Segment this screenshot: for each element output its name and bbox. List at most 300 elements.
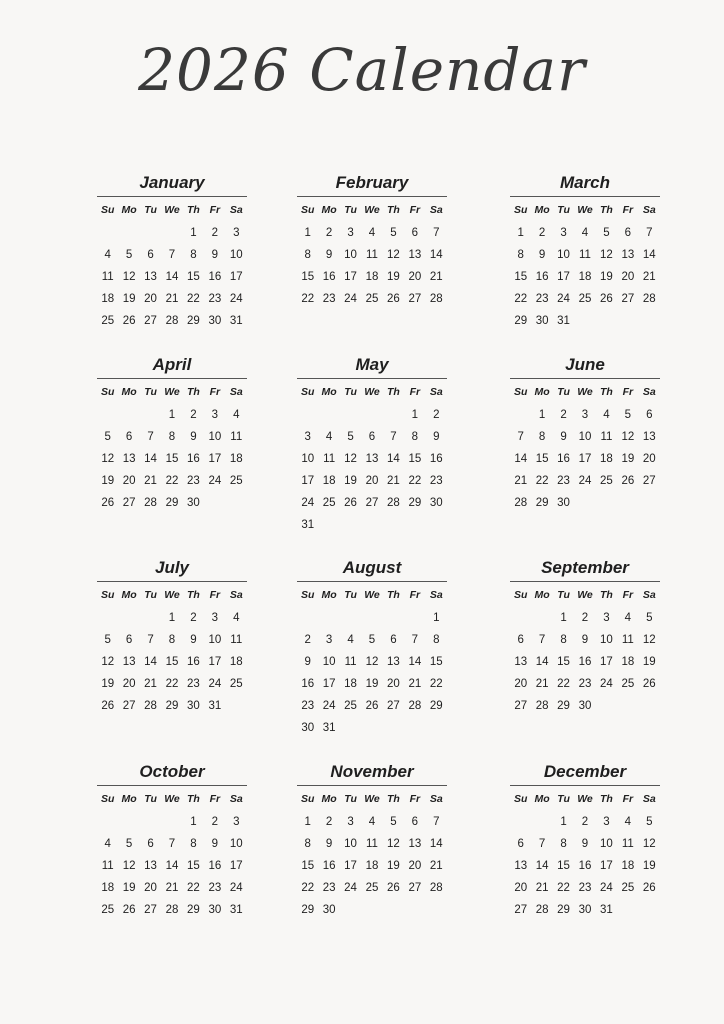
- week-row: [97, 607, 247, 629]
- day-cell: 30: [429, 497, 443, 509]
- day-cell: [574, 310, 595, 332]
- day-cell: 19: [600, 271, 613, 283]
- day-cell: 1: [304, 227, 311, 239]
- day-cell: 15: [557, 656, 570, 668]
- day-cell: 14: [144, 656, 157, 668]
- day-cell: 11: [366, 838, 378, 850]
- day-cell: 20: [122, 678, 136, 690]
- weekday-label: Th: [187, 386, 200, 398]
- day-cell: [639, 492, 660, 514]
- day-cell: 26: [122, 315, 136, 327]
- day-cell: 13: [621, 249, 635, 261]
- day-cell: 28: [165, 904, 179, 916]
- day-cell: [97, 607, 118, 629]
- day-cell: 2: [211, 227, 219, 239]
- week-row: [97, 222, 247, 244]
- week-row: [297, 673, 447, 695]
- month-november: [297, 761, 447, 921]
- weekday-label: Tu: [144, 793, 157, 805]
- day-cell: 8: [538, 431, 546, 443]
- week-row: [297, 288, 447, 310]
- day-cell: [361, 717, 382, 739]
- day-cell: 10: [322, 656, 336, 668]
- weekday-label: Su: [301, 204, 315, 216]
- day-cell: 19: [642, 860, 656, 872]
- day-cell: [361, 404, 382, 426]
- weekday-label: Su: [301, 386, 315, 398]
- day-cell: 9: [581, 838, 589, 850]
- day-cell: 22: [187, 882, 200, 894]
- weekday-label: Sa: [429, 793, 443, 805]
- day-cell: [318, 514, 339, 536]
- week-row: [97, 404, 247, 426]
- day-cell: 31: [600, 904, 613, 916]
- day-cell: 29: [514, 315, 528, 327]
- week-row: [510, 404, 660, 426]
- day-cell: 3: [233, 816, 240, 828]
- weekday-label: Sa: [642, 386, 656, 398]
- week-row: [510, 629, 660, 651]
- day-cell: 19: [642, 656, 656, 668]
- weekday-label: Fr: [409, 204, 421, 216]
- day-cell: 1: [433, 612, 440, 624]
- week-row: [297, 244, 447, 266]
- day-cell: 2: [211, 816, 219, 828]
- day-cell: 28: [535, 700, 549, 712]
- day-cell: 11: [600, 431, 613, 443]
- weekday-label: Tu: [344, 793, 357, 805]
- day-cell: 22: [408, 475, 422, 487]
- day-cell: 28: [165, 315, 179, 327]
- day-cell: [383, 404, 404, 426]
- day-cell: 22: [514, 293, 528, 305]
- day-cell: 21: [165, 293, 179, 305]
- day-cell: [118, 404, 139, 426]
- day-cell: 26: [600, 293, 613, 305]
- day-cell: 28: [429, 293, 443, 305]
- day-cell: 21: [642, 271, 656, 283]
- day-cell: [118, 607, 139, 629]
- weekday-header: [297, 791, 447, 807]
- week-row: [510, 811, 660, 833]
- day-cell: 17: [600, 860, 613, 872]
- day-cell: 9: [325, 838, 333, 850]
- day-cell: 5: [125, 838, 133, 850]
- day-cell: 4: [233, 612, 240, 624]
- day-cell: 1: [560, 816, 567, 828]
- day-cell: 11: [344, 656, 357, 668]
- weekday-label: Mo: [321, 589, 337, 601]
- weekday-label: Su: [301, 589, 315, 601]
- day-cell: 1: [190, 816, 197, 828]
- weekday-label: Fr: [409, 589, 421, 601]
- day-cell: 10: [208, 431, 222, 443]
- day-cell: 25: [600, 475, 613, 487]
- week-row: [510, 651, 660, 673]
- day-cell: 28: [387, 497, 400, 509]
- day-cell: 23: [535, 293, 549, 305]
- week-row: [510, 426, 660, 448]
- month-name: October: [97, 761, 247, 786]
- day-cell: [531, 607, 552, 629]
- day-cell: 14: [535, 656, 549, 668]
- week-row: [97, 470, 247, 492]
- day-cell: 12: [387, 838, 400, 850]
- month-name: April: [97, 354, 247, 379]
- day-cell: 6: [411, 227, 419, 239]
- day-cell: 18: [229, 453, 243, 465]
- weekday-label: Fr: [209, 793, 221, 805]
- day-cell: 9: [581, 634, 589, 646]
- week-row: [97, 695, 247, 717]
- day-cell: 17: [344, 271, 357, 283]
- day-cell: 3: [304, 431, 311, 443]
- week-row: [97, 629, 247, 651]
- weekday-label: Fr: [622, 386, 634, 398]
- day-cell: 21: [514, 475, 528, 487]
- day-cell: 24: [557, 293, 570, 305]
- day-cell: 21: [387, 475, 400, 487]
- day-cell: 29: [187, 315, 200, 327]
- weekday-label: We: [364, 386, 380, 398]
- day-cell: 23: [187, 678, 200, 690]
- day-cell: 27: [514, 904, 528, 916]
- day-cell: [340, 607, 361, 629]
- day-cell: 19: [122, 293, 136, 305]
- day-cell: 7: [147, 634, 154, 646]
- day-cell: 15: [165, 656, 179, 668]
- day-cell: 11: [101, 271, 114, 283]
- day-cell: 3: [211, 612, 219, 624]
- day-cell: 19: [387, 860, 400, 872]
- day-cell: 11: [366, 249, 378, 261]
- day-cell: 29: [557, 700, 570, 712]
- day-cell: 27: [144, 904, 157, 916]
- day-cell: 29: [165, 497, 179, 509]
- week-row: [510, 266, 660, 288]
- day-cell: 7: [147, 431, 154, 443]
- month-name: January: [97, 172, 247, 197]
- month-name: May: [297, 354, 447, 379]
- weekday-label: Su: [101, 793, 115, 805]
- day-cell: 12: [344, 453, 357, 465]
- day-cell: 26: [365, 700, 379, 712]
- day-cell: 15: [514, 271, 528, 283]
- day-cell: 18: [229, 656, 243, 668]
- day-cell: 15: [429, 656, 443, 668]
- weekday-label: Tu: [344, 589, 357, 601]
- month-july: [97, 557, 247, 717]
- day-cell: 8: [190, 249, 197, 261]
- weekday-label: Mo: [534, 589, 550, 601]
- day-cell: 17: [344, 860, 357, 872]
- day-cell: [97, 811, 118, 833]
- day-cell: 8: [304, 838, 311, 850]
- week-row: [97, 310, 247, 332]
- day-cell: [340, 717, 361, 739]
- week-row: [97, 651, 247, 673]
- day-cell: 19: [101, 475, 115, 487]
- weekday-label: Sa: [229, 386, 243, 398]
- day-cell: 3: [233, 227, 240, 239]
- week-row: [297, 404, 447, 426]
- week-row: [97, 492, 247, 514]
- day-cell: 23: [187, 475, 200, 487]
- day-cell: 20: [514, 678, 528, 690]
- weekday-label: Sa: [229, 204, 243, 216]
- day-cell: [97, 222, 118, 244]
- weekday-label: Fr: [209, 204, 221, 216]
- week-row: [510, 855, 660, 877]
- weekday-label: Tu: [557, 386, 570, 398]
- day-cell: [596, 695, 617, 717]
- day-cell: 29: [557, 904, 570, 916]
- weekday-label: Th: [600, 204, 613, 216]
- day-cell: 9: [433, 431, 440, 443]
- day-cell: [639, 310, 660, 332]
- day-cell: 3: [560, 227, 567, 239]
- day-cell: 1: [560, 612, 567, 624]
- weekday-label: Tu: [144, 386, 157, 398]
- day-cell: [639, 899, 660, 921]
- day-cell: 4: [347, 634, 354, 646]
- day-cell: 26: [387, 293, 400, 305]
- weekday-label: We: [577, 793, 593, 805]
- day-cell: 10: [229, 249, 243, 261]
- day-cell: 5: [390, 227, 397, 239]
- day-cell: 2: [433, 409, 440, 421]
- day-cell: 5: [646, 816, 653, 828]
- day-cell: [404, 899, 425, 921]
- day-cell: 10: [229, 838, 243, 850]
- weekday-label: Mo: [321, 793, 337, 805]
- day-cell: [140, 607, 161, 629]
- day-cell: 5: [624, 409, 632, 421]
- weekday-label: Su: [101, 386, 115, 398]
- day-cell: 4: [325, 431, 333, 443]
- day-cell: 11: [621, 634, 634, 646]
- day-cell: 23: [557, 475, 570, 487]
- weekday-label: Fr: [209, 589, 221, 601]
- day-cell: 26: [122, 904, 136, 916]
- week-row: [297, 855, 447, 877]
- day-cell: 1: [411, 409, 419, 421]
- day-cell: 17: [322, 678, 336, 690]
- day-cell: 20: [387, 678, 400, 690]
- day-cell: 29: [535, 497, 549, 509]
- day-cell: [140, 811, 161, 833]
- day-cell: 26: [101, 700, 115, 712]
- day-cell: 23: [322, 293, 336, 305]
- weekday-label: Th: [387, 793, 400, 805]
- day-cell: 9: [560, 431, 567, 443]
- week-row: [297, 514, 447, 536]
- day-cell: 23: [578, 882, 592, 894]
- week-row: [97, 448, 247, 470]
- day-cell: 6: [147, 838, 154, 850]
- day-cell: 25: [621, 882, 635, 894]
- weekday-label: Fr: [622, 204, 634, 216]
- day-cell: [383, 607, 404, 629]
- day-cell: 30: [322, 904, 336, 916]
- day-cell: 11: [101, 860, 114, 872]
- month-name: September: [510, 557, 660, 582]
- week-row: [297, 629, 447, 651]
- day-cell: 30: [578, 700, 592, 712]
- day-cell: 14: [429, 838, 443, 850]
- day-cell: 28: [408, 700, 422, 712]
- day-cell: 24: [322, 700, 336, 712]
- day-cell: 1: [304, 816, 311, 828]
- day-cell: 3: [603, 612, 610, 624]
- day-cell: 15: [408, 453, 422, 465]
- day-cell: 5: [390, 816, 397, 828]
- day-cell: 8: [560, 634, 567, 646]
- day-cell: 31: [557, 315, 570, 327]
- weekday-label: Tu: [144, 204, 157, 216]
- month-name: June: [510, 354, 660, 379]
- month-january: [97, 172, 247, 332]
- page-title: 2026 Calendar: [138, 36, 586, 104]
- day-cell: 25: [229, 475, 243, 487]
- week-row: [510, 673, 660, 695]
- day-cell: 13: [365, 453, 379, 465]
- day-cell: 8: [190, 838, 197, 850]
- day-cell: 26: [387, 882, 400, 894]
- weekday-label: Su: [101, 589, 115, 601]
- weekday-label: We: [364, 589, 380, 601]
- day-cell: 8: [168, 634, 176, 646]
- weekday-label: Su: [514, 386, 528, 398]
- day-cell: 31: [301, 519, 315, 531]
- month-october: [97, 761, 247, 921]
- day-cell: 16: [187, 453, 200, 465]
- day-cell: 5: [368, 634, 376, 646]
- day-cell: 20: [621, 271, 635, 283]
- day-cell: 18: [365, 271, 379, 283]
- day-cell: [596, 310, 617, 332]
- week-row: [97, 855, 247, 877]
- day-cell: 19: [344, 475, 357, 487]
- day-cell: 27: [621, 293, 635, 305]
- weekday-label: We: [164, 386, 180, 398]
- week-row: [97, 244, 247, 266]
- weekday-header: [297, 587, 447, 603]
- day-cell: 22: [535, 475, 549, 487]
- day-cell: 29: [187, 904, 200, 916]
- day-cell: 16: [208, 271, 222, 283]
- day-cell: 20: [144, 293, 157, 305]
- day-cell: 12: [122, 271, 136, 283]
- day-cell: 16: [208, 860, 222, 872]
- day-cell: 3: [325, 634, 333, 646]
- day-cell: [617, 310, 638, 332]
- day-cell: 13: [144, 271, 157, 283]
- day-cell: 4: [624, 612, 632, 624]
- day-cell: 5: [603, 227, 610, 239]
- day-cell: 2: [325, 816, 333, 828]
- day-cell: 16: [535, 271, 549, 283]
- weekday-label: Fr: [209, 386, 221, 398]
- day-cell: 4: [368, 227, 376, 239]
- weekday-label: Fr: [409, 386, 421, 398]
- day-cell: 16: [578, 860, 592, 872]
- weekday-label: Sa: [429, 386, 443, 398]
- day-cell: 17: [208, 656, 222, 668]
- day-cell: [510, 404, 531, 426]
- day-cell: 30: [578, 904, 592, 916]
- weekday-label: Sa: [429, 589, 443, 601]
- weekday-label: Th: [600, 589, 613, 601]
- week-row: [297, 222, 447, 244]
- weekday-label: We: [577, 386, 593, 398]
- day-cell: 6: [147, 249, 154, 261]
- day-cell: 30: [187, 497, 200, 509]
- day-cell: 26: [101, 497, 115, 509]
- day-cell: 5: [347, 431, 354, 443]
- day-cell: 3: [603, 816, 610, 828]
- month-name: March: [510, 172, 660, 197]
- day-cell: 6: [125, 431, 133, 443]
- weekday-label: Sa: [642, 204, 656, 216]
- day-cell: 7: [646, 227, 653, 239]
- day-cell: 4: [624, 816, 632, 828]
- day-cell: 19: [365, 678, 379, 690]
- day-cell: 13: [122, 453, 136, 465]
- day-cell: 15: [301, 860, 315, 872]
- week-row: [510, 310, 660, 332]
- weekday-label: Mo: [121, 204, 137, 216]
- day-cell: 18: [344, 678, 357, 690]
- week-row: [97, 426, 247, 448]
- weekday-label: Mo: [321, 204, 337, 216]
- week-row: [97, 899, 247, 921]
- day-cell: 21: [535, 678, 549, 690]
- weekday-header: [97, 202, 247, 218]
- month-june: [510, 354, 660, 514]
- weekday-label: Mo: [534, 386, 550, 398]
- day-cell: 16: [578, 656, 592, 668]
- day-cell: 18: [578, 271, 592, 283]
- day-cell: 10: [578, 431, 592, 443]
- weekday-label: Sa: [642, 589, 656, 601]
- day-cell: 28: [642, 293, 656, 305]
- day-cell: 28: [514, 497, 528, 509]
- day-cell: [404, 607, 425, 629]
- week-row: [97, 288, 247, 310]
- day-cell: 16: [322, 271, 336, 283]
- day-cell: 10: [600, 634, 613, 646]
- day-cell: [226, 492, 247, 514]
- day-cell: 4: [233, 409, 240, 421]
- day-cell: [596, 492, 617, 514]
- weekday-header: [97, 384, 247, 400]
- day-cell: [639, 695, 660, 717]
- day-cell: 11: [621, 838, 634, 850]
- weekday-label: Su: [514, 793, 528, 805]
- day-cell: [226, 695, 247, 717]
- day-cell: 18: [101, 882, 115, 894]
- day-cell: 14: [429, 249, 443, 261]
- day-cell: 16: [187, 656, 200, 668]
- weekday-label: Th: [387, 386, 400, 398]
- day-cell: 8: [433, 634, 440, 646]
- day-cell: 26: [642, 882, 656, 894]
- day-cell: 25: [365, 882, 379, 894]
- weekday-label: We: [577, 589, 593, 601]
- weekday-header: [510, 791, 660, 807]
- day-cell: 8: [560, 838, 567, 850]
